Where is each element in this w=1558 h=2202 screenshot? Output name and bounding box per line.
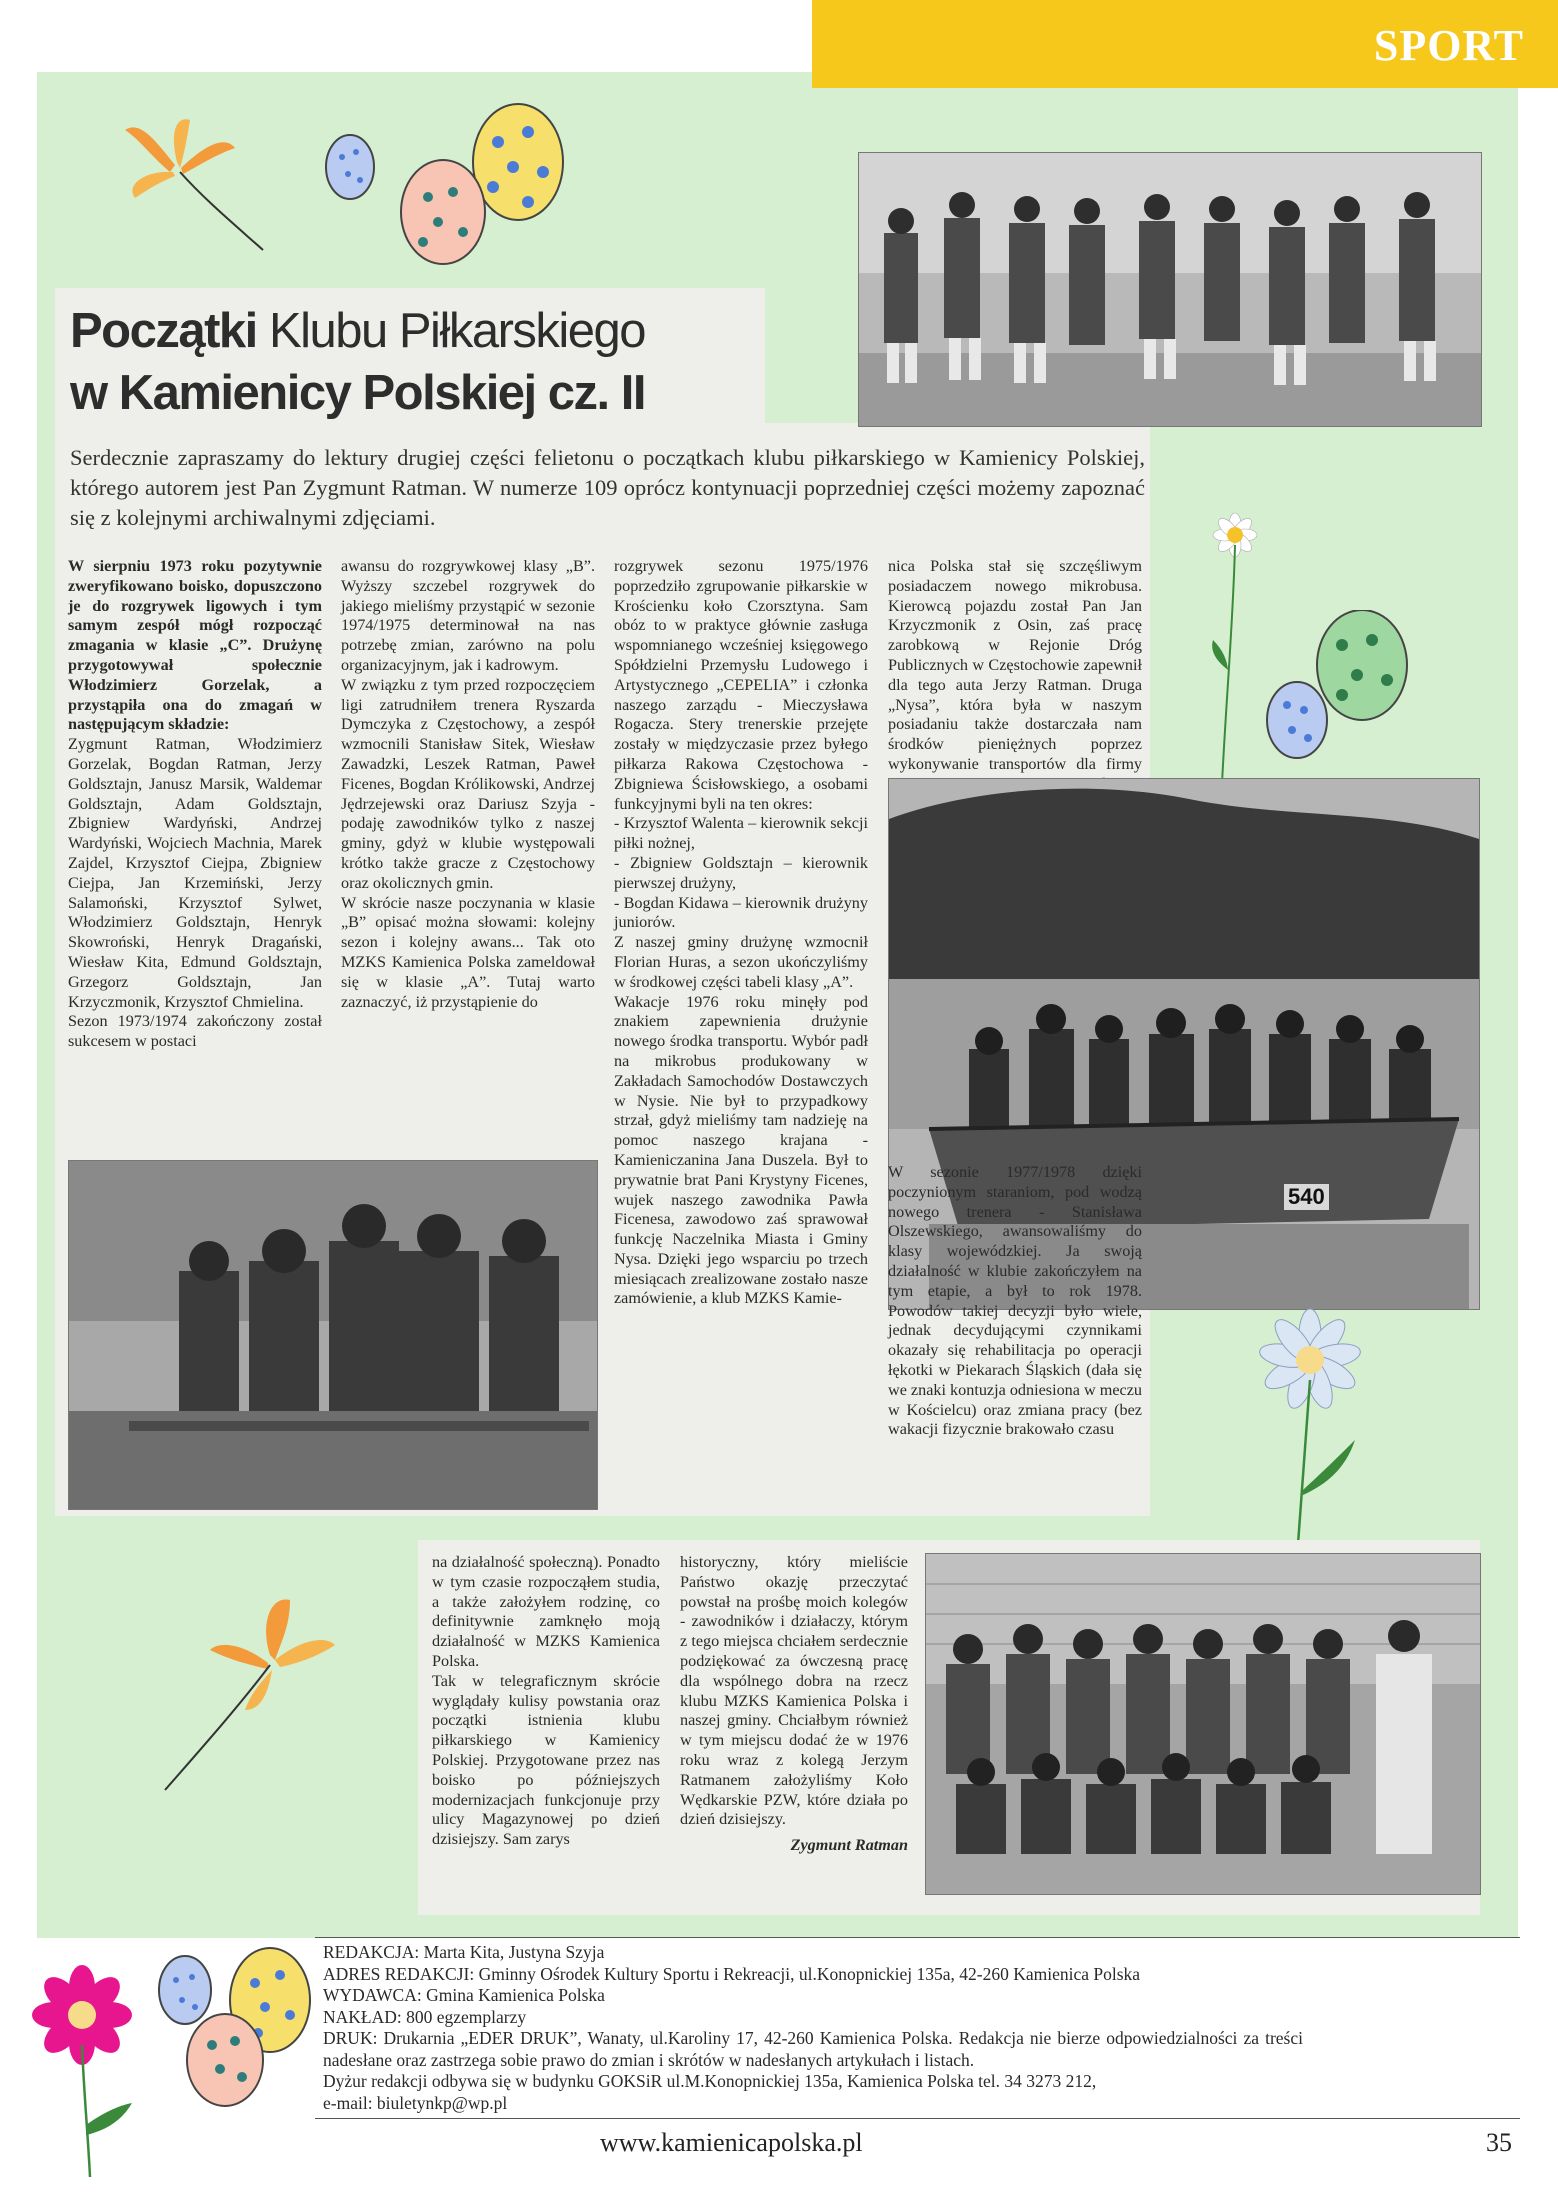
page-number: 35 [1486,2128,1512,2157]
publisher-line: WYDAWCA: Gmina Kamienica Polska [323,1985,605,2005]
column-2-paragraph: awansu do rozgrywkowej klasy „B”. Wyższy szczebel rozgrywek do jakiego mieliśmy przystąpić w sezonie 1974/1975 determinował na nas potrzebę zmian, zarówno na polu organizacyjnym, jak i kadrowym. [341,557,595,674]
editorial-info [323,1942,1303,2114]
article-column-1 [68,557,322,1052]
article-column-2 [341,557,595,1012]
column-3-paragraph: Wakacje 1976 roku minęły pod znakiem zapewnienia drużynie nowego środka transportu. Wybór padł na mikrobus produkowany w Zakładach Samochodów Dostawczych w Nysie. Nie był to przypadkowy strzał, gdyż mieliśmy tam nadzieję na pomoc naszego krajana - Kamieniczanina Jana Duszela. Był to prywatnie brat Pani Krystyny Ficenes, wujek naszego zawodnika Pawła Ficenesa, zawodowo zaś sprawował funkcję Naczelnika Miasta i Gminy Nysa. Dzięki jego wsparciu po trzech miesiącach zrealizowane zostało nasze zamówienie, a klub MZKS Kamie- [614,992,868,1308]
footer-top-rule [315,1937,1520,1938]
staff-list-item: - Bogdan Kidawa – kierownik drużyny juniorów. [614,893,868,932]
pink-flower-icon [22,1965,152,2180]
boat-number: 540 [1284,1184,1329,1210]
column-1-roster: Zygmunt Ratman, Włodzimierz Gorzelak, Bogdan Ratman, Jerzy Goldsztajn, Janusz Marsik, Waldemar Goldsztajn, Adam Goldsztajn, Zbigniew Wardyński, Andrzej Wardyński, Wojciech Machnia, Marek Zajdel, Krzysztof Ciejpa, Zbigniew Ciejpa, Jan Krzemiński, Jerzy Salamoński, Krzysztof Sylwet, Włodzimierz Goldsztajn, Henryk Skowroński, Henryk Dragański, Wiesław Kita, Edmund Goldsztajn, Grzegorz Goldsztajn, Jan Krzyczmonik, Krzysztof Chmielina. [68,735,322,1011]
easter-eggs-icon [150,1945,330,2115]
article-lead: Serdecznie zapraszamy do lektury drugiej części felietonu o początkach klubu piłkarskiego w Kamienicy Polskiej, którego autorem jest Pan Zygmunt Ratman. W numerze 109 oprócz kontynuacji poprzedniej części możemy zapoznać się z kolejnymi archiwalnymi zdjęciami. [70,445,1145,530]
article-column-5 [432,1553,660,1850]
column-2-paragraph: W związku z tym przed rozpoczęciem ligi zatrudniłem trenera Ryszarda Dymczyka z Częstochowy, a zespół wzmocnili Stanisław Sitek, Wiesław Zawadzki, Leszek Ratman, Paweł Ficenes, Bogdan Królikowski, Andrzej Jędrzejewski oraz Dariusz Szyja - podaję zawodników tylko z naszej gminy, gdyż w klubie występowali krótko także gracze z Częstochowy oraz okolicznych gmin. [341,675,595,892]
easter-eggs-icon [318,102,583,272]
article-title: Początki Klubu Piłkarskiego w Kamienicy Polskiej cz. II [70,304,646,420]
column-2-paragraph: W skrócie nasze poczynania w klasie „B” opisać można słowami: kolejny sezon i kolejny awans... Tak oto MZKS Kamienica Polska zameldował się w klasie „A”. Tutaj warto zaznaczyć, iż przystąpienie do [341,893,595,1011]
column-3-paragraph: rozgrywek sezonu 1975/1976 poprzedziło zgrupowanie piłkarskie w Krościenku koło Czorsztyna. Sam obóz to w praktyce głównie zasługa wspomnianego wcześniej księgowego Spółdzielni Przemysłu Ludowego i Artystycznego „CEPELIA” i członka naszego zarządu - Mieczysława Rogacza. Stery trenerskie przejęte zostały w międzyczasie przez byłego piłkarza Rakowa Częstochowa - Zbigniewa Ścisłowskiego, a osobami funkcyjnymi byli na ten okres: [614,557,868,813]
team-photo-bottom [925,1553,1481,1895]
print-line: DRUK: Drukarnia „EDER DRUK”, Wanaty, ul.Karoliny 17, 42-260 Kamienica Polska. Redakcja nie bierze odpowiedzialności za treści nadesłane oraz zastrzega sobie prawo do zmian i skrótów w nadesłanych artykułach i listach. [323,2028,1303,2070]
address-line: ADRES REDAKCJI: Gminny Ośrodek Kultury Sportu i Rekreacji, ul.Konopnickiej 135a, 42-260 Kamienica Polska [323,1963,1141,1984]
orange-flower-icon [150,1585,350,1795]
staff-list-item: - Krzysztof Walenta – kierownik sekcji piłki nożnej, [614,814,868,853]
article-column-3 [614,557,868,1309]
email-line: e-mail: biuletynkp@wp.pl [323,2092,508,2113]
column-4-paragraph: W sezonie 1977/1978 dzięki poczynionym staraniom, pod wodzą nowego trenera - Stanisława Olszewskiego, awansowaliśmy do klasy wojewódzkiej. Ja swoją działalność w klubie zakończyłem na tym etapie, a był to rok 1978. Powodów takiej decyzji było wiele, jednak decydującymi czynnikami okazały się rehabilitacja po operacji łękotki w Piekarach Śląskich (dała się we znaki kontuzja odniesiona w meczu w Kościelcu) oraz zmiana pracy (bez wakacji fizycznie brakowało czasu [888,1163,1142,1439]
column-5-paragraph: Tak w telegraficznym skrócie wyglądały kulisy powstania oraz początki istnienia klubu piłkarskiego w Kamienicy Polskiej. Przygotowane przez nas boisko po późniejszych modernizacjach funkcjonuje przy ulicy Magazynowej po dzień dzisiejszy. Sam zarys [432,1671,660,1849]
circulation-line: NAKŁAD: 800 egzemplarzy [323,2006,527,2027]
team-photo-top [858,152,1482,427]
section-tab: SPORT [812,0,1558,88]
article-column-6 [680,1553,908,1856]
column-3-paragraph: Z naszej gminy drużynę wzmocnił Florian Huras, a sezon ukończyliśmy w środkowej części tabeli klasy „A”. [614,933,868,991]
column-4-paragraph: nica Polska stał się szczęśliwym posiadaczem nowego mikrobusa. Kierowcą pojazdu został Pan Jan Krzyczmonik z Osin, zaś pracę zarobkową w Rejonie Dróg Publicznych w Częstochowie zapewnił dla tego auta Jerzy Ratman. Druga „Nysa”, która była w naszym posiadaniu także dostarczała nam środków pieniężnych poprzez wykonywanie transportów dla firmy [888,557,1142,773]
column-1-season: Sezon 1973/1974 zakończony został sukcesem w postaci [68,1012,322,1051]
column-5-paragraph: na działalność społeczną). Ponadto w tym czasie rozpocząłem studia, a także założyłem rodzinę, co definitywnie zamknęło moją działalność w MZKS Kamienica Polska. [432,1553,660,1670]
editors-line: REDAKCJA: Marta Kita, Justyna Szyja [323,1942,605,1962]
column-6-paragraph: historyczny, który mieliście Państwo okazję przeczytać powstał na prośbę moich kolegów - zawodników i działaczy, którym z tego miejsca chciałem serdecznie podziękować za ówczesną pracę dla wspólnego dobra na rzecz klubu MZKS Kamienica Polska i naszej gminy. Chciałbym również w tym miejscu dodać że w 1976 roku wraz z kolegą Jerzym Ratmanem założyliśmy Koło Wędkarskie PZW, które działa po dzień dzisiejszy. [680,1553,908,1829]
author-signature: Zygmunt Ratman [790,1836,908,1855]
footer-bottom-rule [315,2118,1520,2119]
orange-flower-icon [95,110,275,260]
group-photo [68,1160,598,1510]
duty-line: Dyżur redakcji odbywa się w budynku GOKSiR ul.M.Konopnickiej 135a, Kamienica Polska tel. 34 3273 212, [323,2071,1097,2091]
website-link[interactable]: www.kamienicapolska.pl [600,2128,863,2157]
staff-list-item: - Zbigniew Goldsztajn – kierownik pierwszej drużyny, [614,853,868,892]
easter-eggs-icon [1262,610,1412,770]
article-column-4-continued [888,1163,1142,1440]
column-1-intro: W sierpniu 1973 roku pozytywnie zweryfikowano boisko, dopuszczono je do rozgrywek ligowych i tym samym zespół mógł rozpocząć zmagania w klasie „C”. Drużynę przygotowywał społecznie Włodzimierz Gorzelak, a przystąpiła ona do zmagań w następującym składzie: [68,557,322,734]
